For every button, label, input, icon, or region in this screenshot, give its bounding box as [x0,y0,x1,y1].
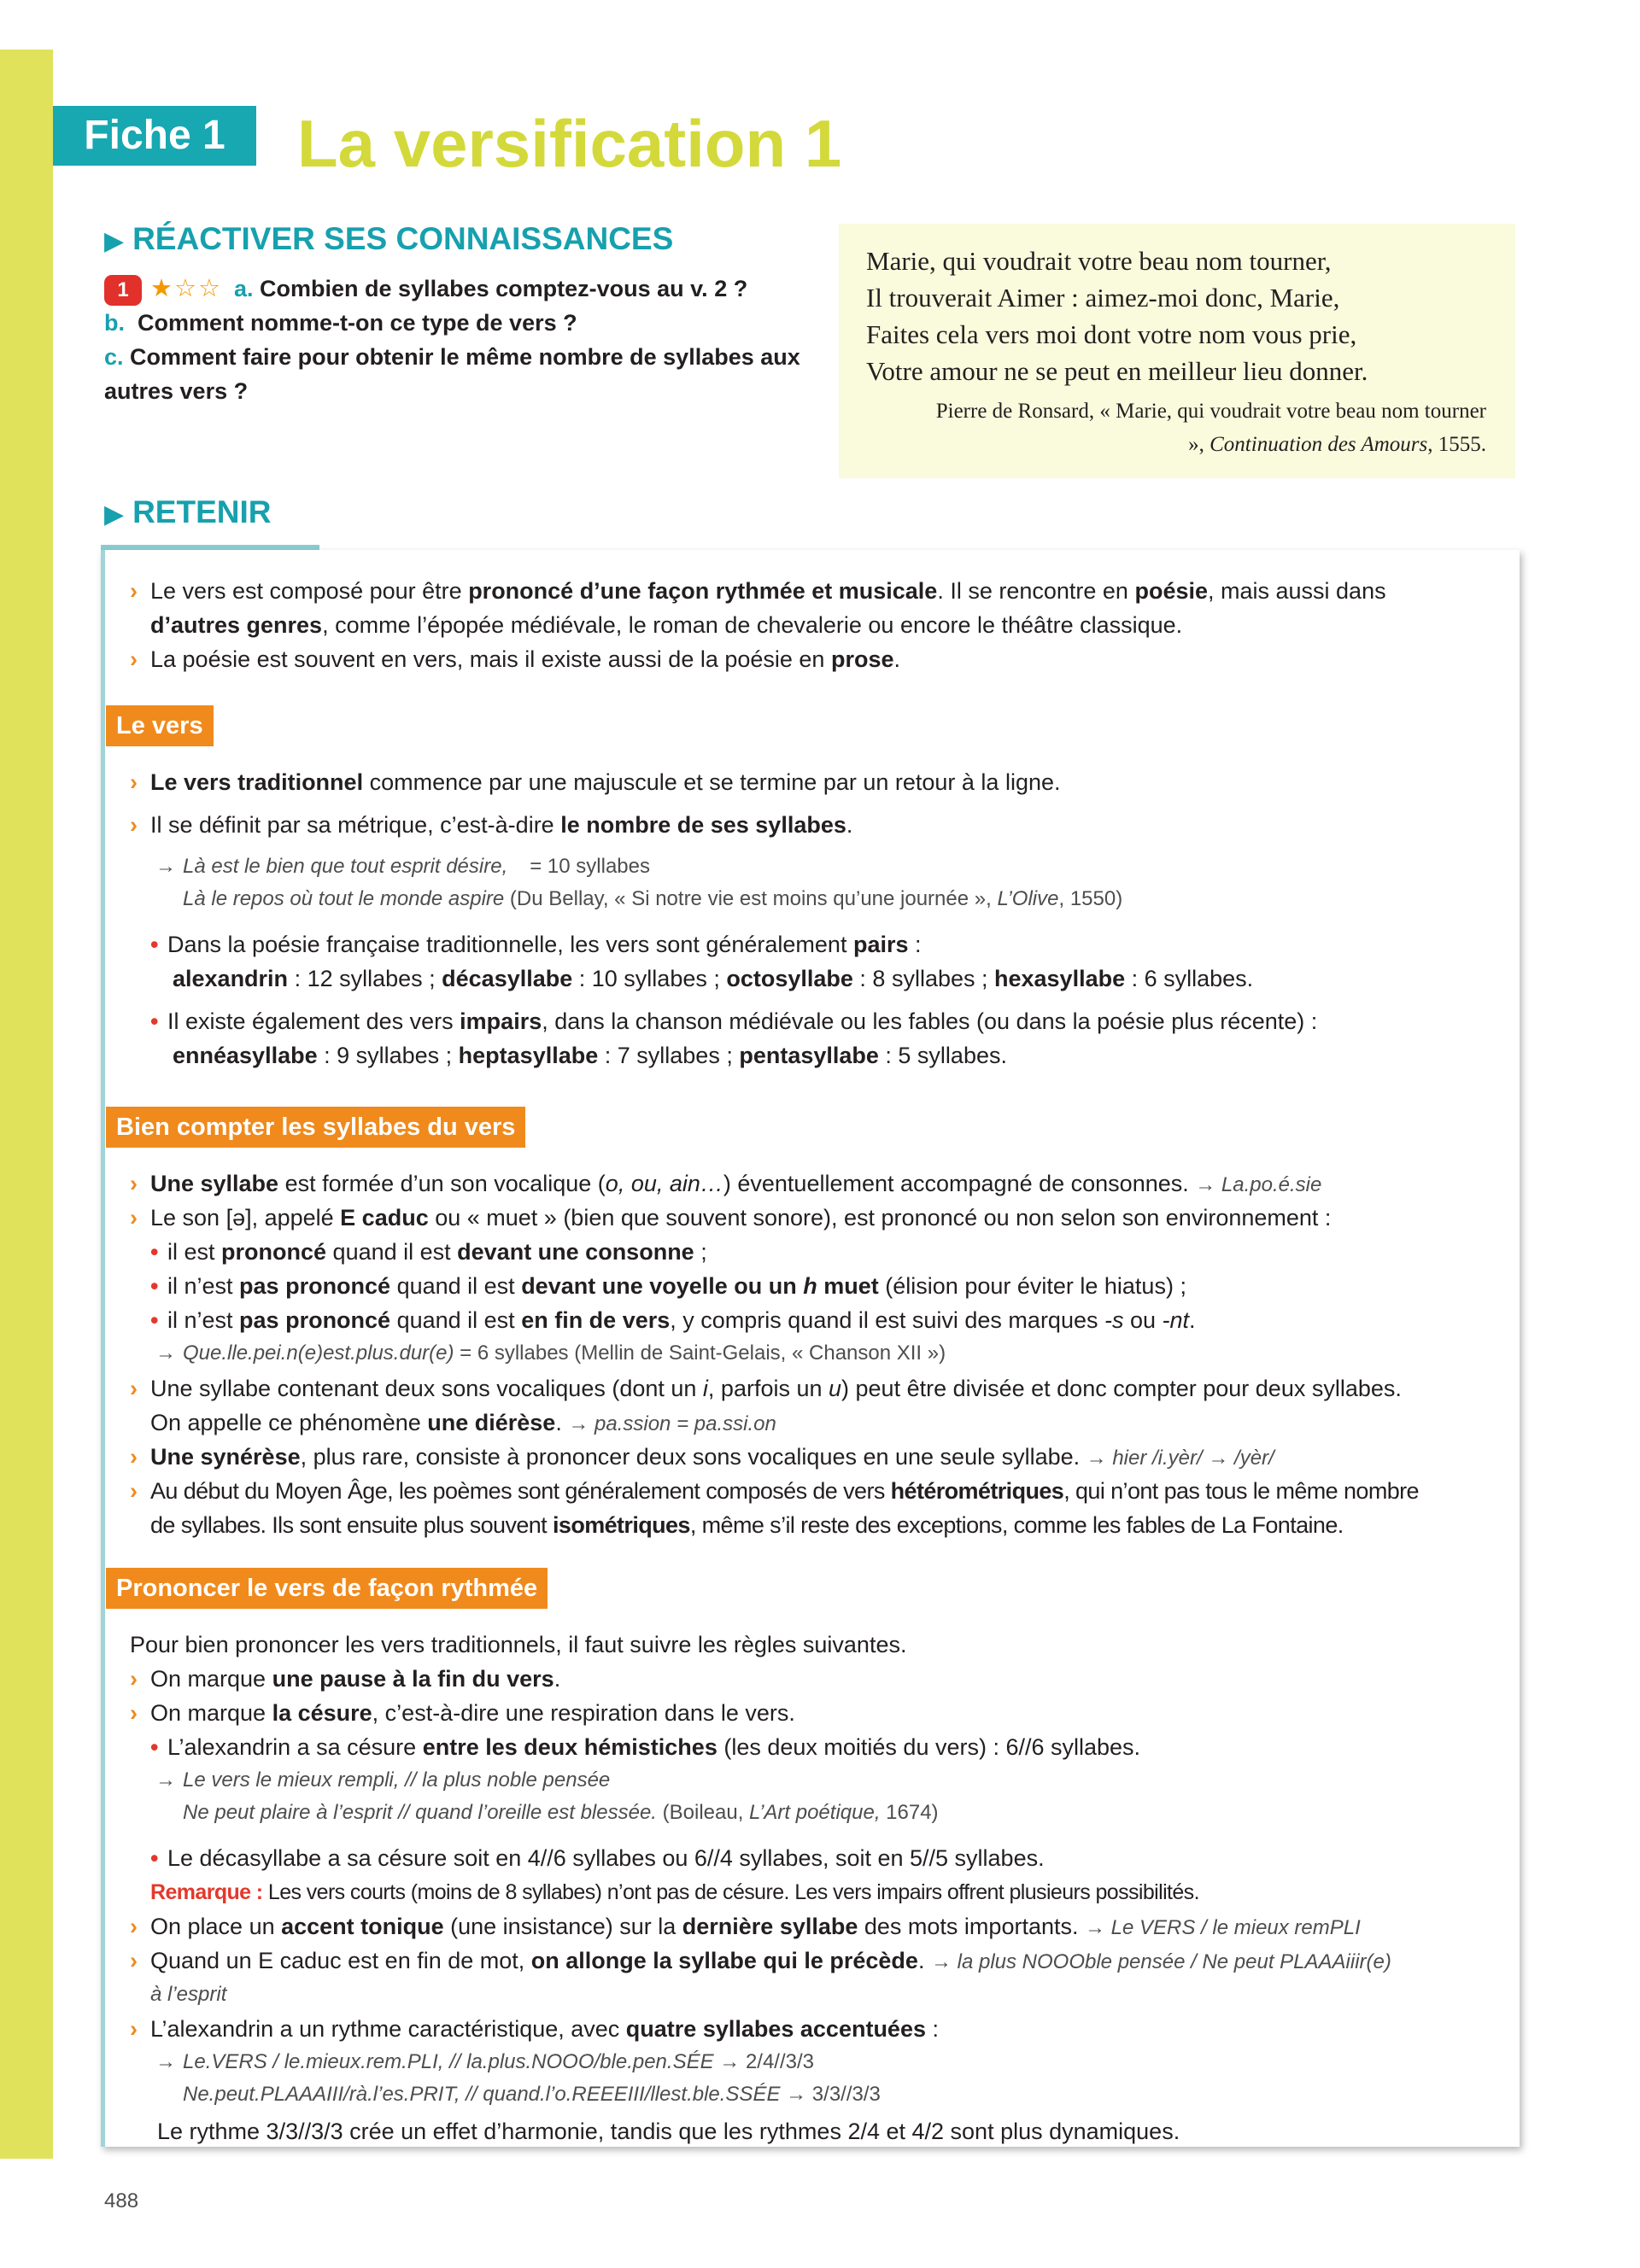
compter-example: → Que.lle.pei.n(e)est.plus.dur(e) = 6 syllabes (Mellin de Saint-Gelais, « Chanson XII ») [155,1337,1522,1370]
chevron-right-icon: › [130,812,138,838]
arrow-right-icon: → [155,2050,176,2073]
le-vers-p1: › Le vers traditionnel commence par une majuscule et se termine par un retour à la ligne. [130,765,1496,799]
chevron-right-icon: › [130,1666,138,1692]
bullet-icon: • [150,1734,159,1760]
chevron-right-icon: › [130,2016,138,2042]
prononcer-example-1: → Le vers le mieux rempli, // la plus noble pensée Ne peut plaire à l’esprit // quand l’oreille est blessée. (Boileau, L’Art poétique, 1674) [155,1764,1522,1829]
prononcer-example-2: → Le.VERS / le.mieux.rem.PLI, // la.plus.NOOO/ble.pen.SÉE → 2/4//3/3 Ne.peut.PLAAAIII/rà.l’es.PRIT, // quand.l’o.REEEIII/llest.ble.SSÉE → 3/3//3/3 [155,2046,1522,2111]
le-vers-bullet-1: • Dans la poésie française traditionnelle, les vers sont généralement pairs : alexandrin : 12 syllabes ; décasyllabe : 10 syllabes ; octosyllabe : 8 syllabes ; hexasyllabe : 6 syllabes. [130,927,1496,996]
poem-line: Il trouverait Aimer : aimez-moi donc, Marie, [866,283,1340,313]
sidebar-stripe [0,50,53,2159]
compter-label: Bien compter les syllabes du vers [106,1107,525,1148]
compter-p2: › Le son [ə], appelé E caduc ou « muet » (bien que souvent sonore), est prononcé ou non selon son environnement : • il est prononcé quand il est devant une consonne ; • il n’est pas prononcé quand il est devant une voyelle ou un h muet (élision pour éviter le hiatus) ; • il n’est pas prononcé quand il est en fin de vers, y compris quand il est suivi des marques -s ou -nt. [130,1201,1496,1337]
chevron-right-icon: › [130,1444,138,1470]
prononcer-p2: › On marque la césure, c’est-à-dire une respiration dans le vers. • L’alexandrin a sa césure entre les deux hémistiches (les deux moitiés du vers) : 6//6 syllabes. [130,1696,1496,1764]
question-c: c. Comment faire pour obtenir le même nombre de syllabes aux autres vers ? [104,344,800,404]
exercise-block [104,272,805,408]
chevron-right-icon: › [130,1205,138,1230]
le-vers-example: → Là est le bien que tout esprit désire, = 10 syllabes Là le repos où tout le monde aspire (Du Bellay, « Si notre vie est moins qu’une journée », L’Olive, 1550) [155,850,1522,915]
page-title: La versification 1 [297,106,842,181]
compter-p5: › Au début du Moyen Âge, les poèmes sont généralement composés de vers hétérométriques, qui n’ont pas tous le même nombre de syllabes. Ils sont ensuite plus souvent isométriques, même s’il reste des exceptions, comme les fables de La Fontaine. [130,1474,1496,1542]
chevron-right-icon: › [130,1478,138,1504]
bullet-icon: • [150,1307,159,1333]
chevron-right-icon: › [130,1914,138,1939]
poem-source: Pierre de Ronsard, « Marie, qui voudrait votre beau nom tourner », Continuation des Amours, 1555. [935,400,1486,456]
arrow-right-icon: → [155,1342,176,1365]
prononcer-p5: › L’alexandrin a un rythme caractéristique, avec quatre syllabes accentuées : [130,2012,1496,2046]
chevron-right-icon: › [130,646,138,672]
bullet-icon: • [150,1845,159,1871]
triangle-icon: ▶ [104,227,125,255]
prononcer-label: Prononcer le vers de façon rythmée [106,1568,548,1609]
prononcer-intro: Pour bien prononcer les vers traditionnels, il faut suivre les règles suivantes. [130,1632,907,1657]
page-number: 488 [104,2189,139,2212]
poem-lines [866,243,1368,389]
reactiver-heading [104,220,673,260]
chevron-right-icon: › [130,578,138,604]
chevron-right-icon: › [130,1171,138,1196]
compter-p3: › Une syllabe contenant deux sons vocaliques (dont un i, parfois un u) peut être divisée et donc compter pour deux syllabes. On appelle ce phénomène une diérèse. → pa.ssion = pa.ssi.on [130,1371,1496,1441]
question-a: 1 ★☆☆ a. Combien de syllabes comptez-vous au v. 2 ? [104,272,805,306]
fiche-badge: Fiche 1 [53,106,256,166]
retenir-title: RETENIR [132,494,272,529]
retenir-heading [104,494,271,534]
poem-line: Faites cela vers moi dont votre nom vous prie, [866,319,1357,349]
prononcer-conclusion: Le rythme 3/3//3/3 crée un effet d’harmonie, tandis que les rythmes 2/4 et 4/2 sont plus dynamiques. [157,2119,1180,2144]
poem-box [839,224,1515,478]
chevron-right-icon: › [130,769,138,795]
chevron-right-icon: › [130,1376,138,1401]
remarque-label: Remarque : [150,1880,263,1904]
intro-paragraph-2: › La poésie est souvent en vers, mais il existe aussi de la poésie en prose. [130,642,1496,676]
arrow-right-icon: → [155,1768,176,1792]
compter-p1: › Une syllabe est formée d’un son vocalique (o, ou, ain…) éventuellement accompagné de consonnes. → La.po.é.sie [130,1166,1496,1201]
chevron-right-icon: › [130,1700,138,1726]
triangle-icon: ▶ [104,500,125,529]
le-vers-label: Le vers [106,705,214,746]
bullet-icon: • [150,1239,159,1265]
poem-line: Votre amour ne se peut en meilleur lieu donner. [866,356,1368,386]
prononcer-p4: › Quand un E caduc est en fin de mot, on allonge la syllabe qui le précède. → la plus NOOOble pensée / Ne peut PLAAAiiir(e) à l’esprit [130,1944,1496,2011]
question-b: b. Comment nomme-t-on ce type de vers ? [104,310,577,336]
reactiver-title: RÉACTIVER SES CONNAISSANCES [132,221,674,256]
bullet-icon: • [150,1273,159,1299]
prononcer-bullet-2: • Le décasyllabe a sa césure soit en 4//6 syllabes ou 6//4 syllabes, soit en 5//5 syllabes. Remarque : Les vers courts (moins de 8 syllabes) n’ont pas de césure. Les vers impairs offrent plusieurs possibilités. [130,1841,1496,1909]
chevron-right-icon: › [130,1948,138,1973]
prononcer-p3: › On place un accent tonique (une insistance) sur la dernière syllabe des mots importants. → Le VERS / le mieux remPLI [130,1909,1496,1944]
arrow-right-icon: → [155,855,176,878]
bullet-icon: • [150,1008,159,1034]
difficulty-stars-icon: ★☆☆ [150,275,222,302]
poem-line: Marie, qui voudrait votre beau nom tourner, [866,246,1332,276]
exercise-number: 1 [104,275,142,306]
compter-p4: › Une synérèse, plus rare, consiste à prononcer deux sons vocaliques en une seule syllabe. → hier /i.yèr/ → /yèr/ [130,1440,1496,1475]
le-vers-bullet-2: • Il existe également des vers impairs, dans la chanson médiévale ou les fables (ou dans la poésie plus récente) : ennéasyllabe : 9 syllabes ; heptasyllabe : 7 syllabes ; pentasyllabe : 5 syllabes. [130,1004,1496,1073]
prononcer-p1: › On marque une pause à la fin du vers. [130,1662,1496,1696]
bullet-icon: • [150,932,159,957]
le-vers-p2: › Il se définit par sa métrique, c’est-à-dire le nombre de ses syllabes. [130,808,1496,842]
intro-paragraph-1: › Le vers est composé pour être prononcé d’une façon rythmée et musicale. Il se rencontre en poésie, mais aussi dans d’autres genres, comme l’épopée médiévale, le roman de chevalerie ou encore le théâtre classique. [130,574,1496,642]
